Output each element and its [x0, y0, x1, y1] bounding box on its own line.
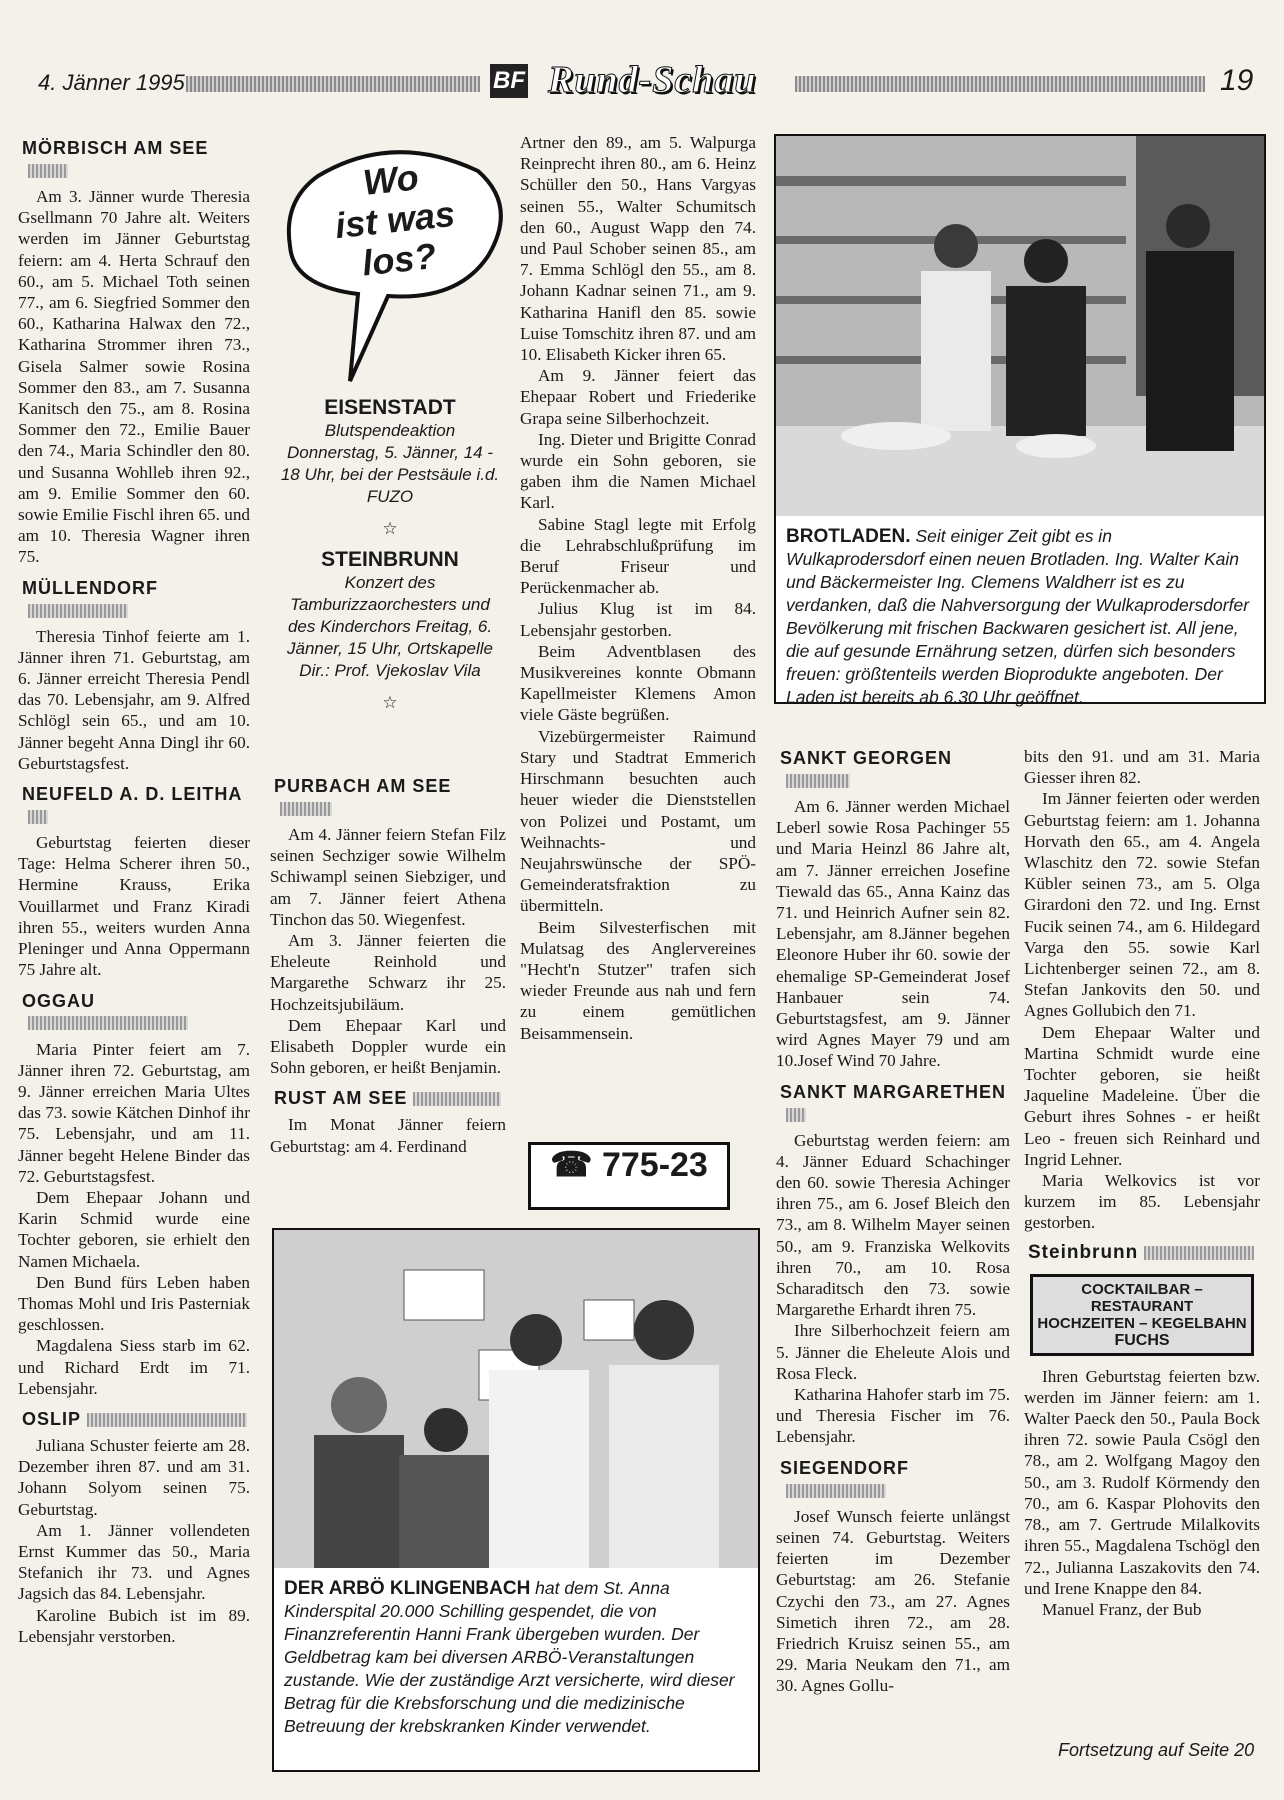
caption-text: hat dem St. Anna Kinderspital 20.000 Schilling gespendet, die von Finanzreferentin Hanni Frank übergeben wurden. Der Geldbetrag kam bei diversen ARBÖ-Veranstaltungen zustande. Wie der zuständige Arzt versicherte, wird dieser Betrag für die Krebsforschung und die medizinische Betreuung der krebskranken Kinder verwendet.: [284, 1578, 735, 1736]
heading-rule: [280, 802, 332, 816]
section-heading: [270, 1086, 506, 1114]
paragraph: Am 3. Jänner feierten die Eheleute Reinhold und Margarethe Schwarz ihr 25. Hochzeitsjubiläum.: [270, 931, 506, 1014]
section-heading: [1024, 1240, 1260, 1268]
heading-text: SANKT MARGARETHEN: [780, 1081, 1006, 1102]
header-rule-right: [795, 76, 1205, 92]
issue-date: 4. Jänner 1995: [38, 70, 185, 95]
section-heading: [18, 1407, 250, 1435]
paragraph: Am 1. Jänner vollendeten Ernst Kummer das 50., Maria Stefanich ihr 73. und Agnes Jagsich das 84. Lebensjahr.: [18, 1520, 250, 1604]
paragraph: Ing. Dieter und Brigitte Conrad wurde ein Sohn geboren, sie gaben ihm die Namen Michael Karl.: [520, 429, 756, 513]
heading-rule: [28, 1016, 188, 1030]
caption-lead: BROTLADEN.: [786, 526, 911, 547]
article-body: [18, 626, 250, 774]
paragraph: Den Bund fürs Leben haben Thomas Mohl und Iris Pasterniak geschlossen.: [18, 1272, 250, 1335]
event-place: EISENSTADT: [324, 396, 456, 419]
ad-line: HOCHZEITEN – KEGELBAHN: [1037, 1314, 1247, 1332]
phone-number: 775-23: [601, 1146, 708, 1184]
article-body: [18, 186, 250, 568]
photo-brotladen-caption: [776, 521, 1264, 709]
heading-rule: [786, 1484, 886, 1498]
paragraph: Geburtstag werden feiern: am 4. Jänner Eduard Schachinger den 60. sowie Theresia Achinger ihren 75., am 6. Josef Bleich den 73., am 8. Wilhelm Mayer seinen 50., am 9. Franziska Welkovits ihren 70., am 10. Rosa Scharaditsch den 73. sowie Margarethe Erhardt ihren 75.: [776, 1130, 1010, 1320]
caption-lead: DER ARBÖ KLINGENBACH: [284, 1578, 531, 1599]
heading-text: NEUFELD A. D. LEITHA: [22, 784, 243, 805]
column-1: [18, 136, 250, 1647]
article-body: [270, 824, 506, 1078]
article-body: [270, 1114, 506, 1156]
column-5-top: [1024, 746, 1260, 1234]
paragraph: Magdalena Siess starb im 62. und Richard Erdt im 71. Lebensjahr.: [18, 1336, 250, 1398]
heading-rule: [28, 810, 48, 824]
photo-arboe: [274, 1230, 758, 1568]
paragraph: Am 6. Jänner werden Michael Leberl sowie Rosa Pachinger 55 und Maria Heinzl 86 Jahre alt, am 7. Jänner erreichen Josefine Tiewald das 65., Anna Kainz das 71. und Heinrich Aufner sein 82. Lebensjahr, am 8.Jänner begehen Eleonore Huber ihr 60. sowie der ehemalige SP-Gemeinderat Josef Hanbauer sein 74. Geburtstagsfest, am 9. Jänner wird Agnes Mayer 79 und am 10.Josef Wind 70 Jahre.: [776, 797, 1010, 1071]
section-heading: [776, 746, 1010, 796]
section-heading: [18, 576, 250, 626]
column-4: [776, 746, 1010, 1697]
paragraph: Sabine Stagl legte mit Erfolg die Lehrabschlußprüfung im Beruf Friseur und Perückenmacher ab.: [520, 514, 756, 598]
heading-rule: [28, 604, 128, 618]
section-heading: [18, 136, 250, 186]
heading-text: SANKT GEORGEN: [780, 748, 953, 768]
bubble-line-3: los?: [360, 235, 439, 284]
paragraph: Juliana Schuster feierte am 28. Dezember ihren 87. und am 31. Johann Solyom seinen 75. Geburtstag.: [18, 1435, 250, 1519]
paragraph: Am 3. Jänner wurde Theresia Gsellmann 70 Jahre alt. Weiters werden im Jänner Geburtstag feiern: am 4. Herta Schrauf den 60., am 5. Michael Toth seinen 77., am 6. Siegfried Sommer den 60., Katharina Halwax den 72., Katharina Strommer ihren 73., Gisela Salmer sowie Rosina Sommer den 83., am 7. Susanna Kanitsch den 75., am 8. Rosina Sommer den 72., Emilie Bauer den 74., Maria Schindler den 80. und Susanna Wohlleb ihren 92., am 9. Emilie Sommer den 60. sowie Emilie Fischl ihren 65. und am 10. Theresia Wagner ihren 75.: [18, 187, 251, 567]
heading-text: Steinbrunn: [1028, 1241, 1139, 1263]
photo-brotladen-frame: [774, 134, 1266, 707]
heading-rule: [28, 164, 68, 178]
page-number: 19: [1220, 64, 1254, 97]
section-heading: [776, 1456, 1010, 1506]
heading-text: MÖRBISCH AM SEE: [22, 138, 209, 158]
star-icon: ☆: [382, 693, 398, 712]
section-heading: [270, 774, 506, 824]
paragraph: Artner den 89., am 5. Walpurga Reinprecht ihren 80., am 6. Heinz Schüller den 50., Hans Vargyas seinen 55., Walter Schumitsch den 60., August Wapp den 74. und Paul Schober seinen 85., am 7. Emma Schlögl den 55., am 8. Johann Kadnar seinen 71., am 9. Katharina Hanifl den 85. sowie Luise Tomschitz ihren 87. und am 10. Elisabeth Kicker ihren 65.: [520, 133, 756, 365]
heading-rule: [413, 1092, 501, 1106]
paragraph: Beim Adventblasen des Musikvereines konnte Obmann Kapellmeister Klemens Amon viele Gäste begrüßen.: [520, 641, 756, 725]
paragraph: Vizebürgermeister Raimund Stary und Stadtrat Emmerich Hirschmann besuchten auch heuer wieder die Dienststellen von Polizei und Postamt, um Weihnachts- und Neujahrswünsche der SPÖ-Gemeinderatsfraktion zu übermitteln.: [520, 726, 756, 916]
section-title: Rund-Schau: [548, 59, 757, 101]
paragraph: Ihren Geburtstag feierten bzw. werden im Jänner feiern: am 1. Walter Paeck den 50., Paula Bock ihren 72. sowie Paula Csögl den 78., am 2. Wolfgang Magoy den 50., am 3. Rudolf Körmendy den 70., am 6. Kaspar Plohovits den 78., am 7. Gertrude Milalkovits ihren 55., Magdalena Tschögl den 72., Julianna Laszakovits den 74. und Irene Knappe den 84.: [1024, 1366, 1260, 1598]
phone-box: [528, 1142, 730, 1210]
heading-text: SIEGENDORF: [780, 1457, 910, 1478]
heading-text: RUST AM SEE: [274, 1088, 408, 1109]
bubble-text: [294, 150, 496, 289]
article-body: [776, 1130, 1010, 1448]
event-place: STEINBRUNN: [321, 548, 459, 571]
bf-logo: BF: [490, 64, 528, 98]
section-heading: [776, 1080, 1010, 1130]
caption-text: Seit einiger Zeit gibt es in Wulkaprodersdorf einen neuen Brotladen. Ing. Walter Kain und Bäckermeister Ing. Clemens Waldherr ist es zu verdanken, daß die Nahversorgung der Wulkaprodersdorfer Bevölkerung mit frischen Backwaren gesichert ist. All jene, die auf gesunde Ernährung setzen, dürfen sich besonders freuen: größtenteils werden Bioprodukte angeboten. Der Laden ist bereits ab 6.30 Uhr geöffnet.: [786, 526, 1250, 707]
article-body: [18, 832, 250, 980]
paragraph: Maria Pinter feiert am 7. Jänner ihren 72. Geburtstag, am 9. Jänner erreichen Maria Ultes das 73. sowie Kätchen Dinhof ihr 75. Lebensjahr, und am 11. Jänner begeht Helene Binder das 72. Geburtstagsfest.: [18, 1039, 250, 1186]
event-text: Konzert des Tamburizzaorchesters und des Kinderchors Freitag, 6. Jänner, 15 Uhr, Ortskapelle Dir.: Prof. Vjekoslav Vila: [286, 573, 493, 680]
paragraph: Theresia Tinhof feierte am 1. Jänner ihren 71. Geburtstag, am 6. Jänner erreicht Theresia Pendl das 70. Lebensjahr, am 9. Alfred Schlögl sein 65., und am 10. Jänner begeht Anna Dingl ihr 60. Geburtstagsfest.: [18, 626, 250, 773]
paragraph: Ihre Silberhochzeit feiern am 5. Jänner die Eheleute Alois und Rosa Fleck.: [776, 1321, 1010, 1383]
header-rule-left: [186, 76, 480, 92]
column-2: [270, 774, 506, 1157]
heading-rule: [786, 1108, 806, 1122]
paragraph: Beim Silvesterfischen mit Mulatsag des Anglervereines "Hecht'n Stutzer" trafen sich wieder Freunde aus nah und fern zu einem gemütlichen Beisammensein.: [520, 917, 756, 1043]
article-body: [776, 1506, 1010, 1697]
section-heading: [18, 989, 250, 1039]
ad-name: FUCHS: [1114, 1331, 1170, 1349]
column-3: [520, 132, 756, 1044]
heading-rule: [786, 774, 850, 788]
paragraph: Geburtstag feierten dieser Tage: Helma Scherer ihren 50., Hermine Krauss, Erika Vouillarmet und Franz Kiradi ihren 55., weiters wurden Anna Pleninger und Anna Oppermann 75 Jahre alt.: [18, 833, 250, 980]
bubble-line-1: Wo: [361, 156, 421, 204]
paragraph: Julius Klug ist im 84. Lebensjahr gestorben.: [520, 599, 756, 640]
paragraph: Dem Ehepaar Karl und Elisabeth Doppler wurde ein Sohn geboren, er heißt Benjamin.: [270, 1015, 506, 1078]
heading-text: PURBACH AM SEE: [274, 776, 452, 796]
column-5: [1024, 746, 1260, 1620]
paragraph: Josef Wunsch feierte unlängst seinen 74. Geburtstag. Weiters feierten im Dezember Geburtstag: am 26. Stefanie Czychi den 73., am 27. Agnes Simetich ihren 72., am 28. Friedrich Kruisz seinen 55., am 29. Maria Neukam den 71., am 30. Agnes Gollu-: [776, 1506, 1010, 1696]
paragraph: bits den 91. und am 31. Maria Giesser ihren 82.: [1024, 747, 1260, 788]
paragraph: Maria Welkovics ist vor kurzem im 85. Lebensjahr gestorben.: [1024, 1171, 1260, 1233]
paragraph: Manuel Franz, der Bub: [1042, 1599, 1202, 1619]
paragraph: Am 9. Jänner feiert das Ehepaar Robert und Friederike Grapa seine Silberhochzeit.: [520, 366, 756, 428]
column-5-bottom: [1024, 1366, 1260, 1620]
photo-arboe-caption: [274, 1573, 758, 1738]
heading-text: OSLIP: [22, 1408, 82, 1429]
section-heading: [18, 782, 250, 832]
phone-icon: ☎: [550, 1146, 593, 1184]
heading-text: MÜLLENDORF: [22, 577, 158, 598]
heading-rule: [87, 1413, 247, 1427]
paragraph: Im Monat Jänner feiern Geburtstag: am 4. Ferdinand: [270, 1115, 506, 1156]
heading-text: OGGAU: [22, 990, 96, 1011]
ad-line: COCKTAILBAR – RESTAURANT: [1081, 1280, 1203, 1315]
event-text: Blutspendeaktion Donnerstag, 5. Jänner, 14 - 18 Uhr, bei der Pestsäule i.d. FUZO: [280, 421, 500, 506]
paragraph: Katharina Hahofer starb im 75. und Theresia Fischer im 76. Lebensjahr.: [776, 1385, 1010, 1447]
star-icon: ☆: [382, 519, 398, 538]
paragraph: Karoline Bubich ist im 89. Lebensjahr verstorben.: [18, 1605, 250, 1646]
paragraph: Dem Ehepaar Johann und Karin Schmid wurde eine Tochter geboren, sie erhielt den Namen Michaela.: [18, 1187, 250, 1271]
events-box: [278, 388, 502, 714]
heading-rule: [1144, 1246, 1254, 1260]
bubble-line-2: ist was: [333, 192, 457, 247]
ad-fuchs: [1030, 1274, 1254, 1356]
article-body: [18, 1039, 250, 1399]
paragraph: Dem Ehepaar Walter und Martina Schmidt wurde eine Tochter geboren, sie heißt Jaqueline Madeleine. Über die Geburt ihres Sohnes - er heißt Leo - freuen sich Reinhard und Ingrid Lehner.: [1024, 1022, 1260, 1169]
photo-arboe-frame: [272, 1228, 760, 1772]
photo-brotladen: [776, 136, 1264, 516]
continuation-note: Fortsetzung auf Seite 20: [1058, 1740, 1255, 1760]
article-body: [18, 1435, 250, 1647]
paragraph: Im Jänner feierten oder werden Geburtstag feiern: am 1. Johanna Horvath den 65., am 4. Angela Wlaschitz den 72. sowie Stefan Kübler seinen 73., am 5. Olga Girardoni den 72. und Ing. Ernst Fucik seinen 74., am 6. Hildegard Varga den 55. sowie Karl Lichtenberger seinen 72., am 8. Stefan Jankovits den 50. und Agnes Gollubich den 71.: [1024, 789, 1260, 1021]
paragraph: Am 4. Jänner feiern Stefan Filz seinen Sechziger sowie Wilhelm Schiwampl seinen Siebziger, und am 7. Jänner feiert Athena Tinchon das 50. Wiegenfest.: [270, 825, 506, 929]
article-body: [776, 796, 1010, 1072]
